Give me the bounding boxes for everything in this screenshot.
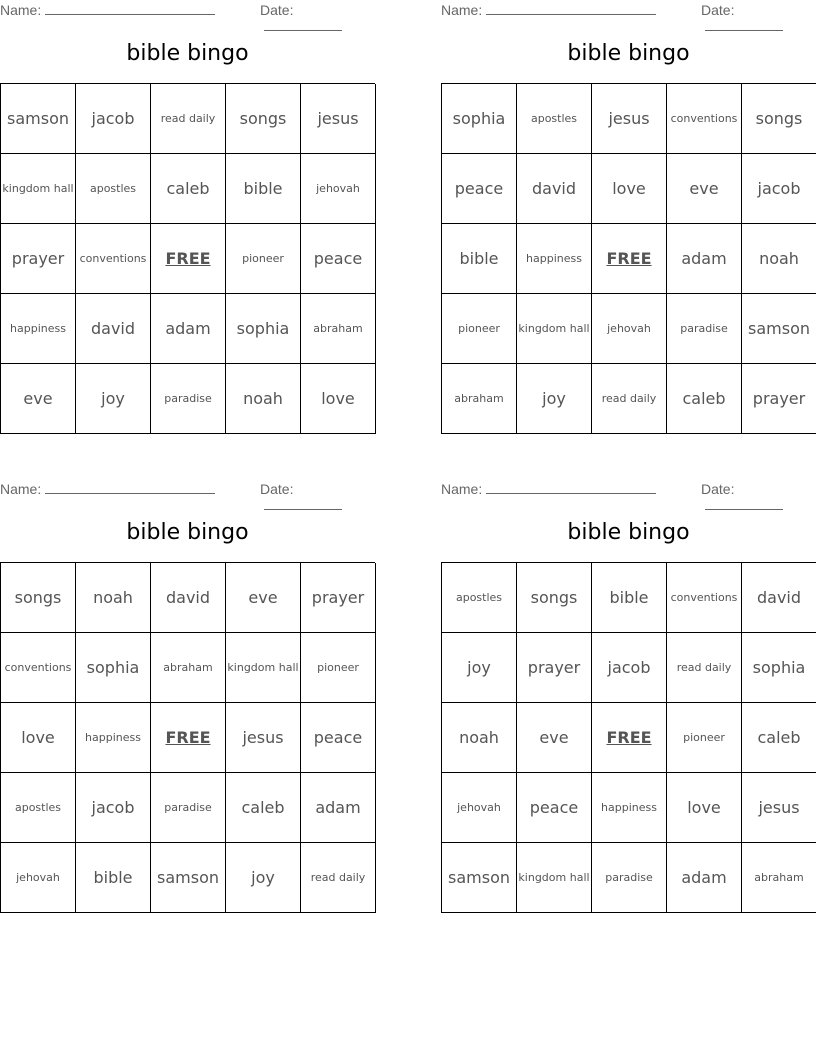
bingo-cell: read daily	[667, 633, 742, 703]
bingo-grid	[0, 562, 375, 913]
bingo-cell: kingdom hall	[226, 633, 301, 703]
card-title: bible bingo	[567, 520, 690, 545]
bingo-cell: joy	[442, 633, 517, 703]
bingo-cell: abraham	[301, 294, 376, 364]
bingo-cell: adam	[301, 773, 376, 843]
bingo-cell: david	[742, 563, 816, 633]
bingo-cell: jacob	[592, 633, 667, 703]
bingo-cell: songs	[226, 84, 301, 154]
bingo-grid	[441, 83, 816, 434]
bingo-cell: bible	[592, 563, 667, 633]
bingo-cell: love	[1, 703, 76, 773]
bingo-cell: kingdom hall	[517, 294, 592, 364]
date-field	[701, 481, 816, 513]
card-header-fields	[0, 2, 375, 20]
bingo-cell: sophia	[226, 294, 301, 364]
bingo-cell: joy	[76, 364, 151, 434]
bingo-cell: caleb	[226, 773, 301, 843]
bingo-cell: jesus	[301, 84, 376, 154]
bingo-cell: read daily	[151, 84, 226, 154]
bingo-cell: jacob	[742, 154, 816, 224]
name-field	[441, 481, 656, 497]
bingo-cell: conventions	[1, 633, 76, 703]
date-label: Date:	[260, 2, 294, 18]
bingo-cell: jehovah	[442, 773, 517, 843]
bingo-grid	[441, 562, 816, 913]
bingo-cell: caleb	[151, 154, 226, 224]
bingo-cell: conventions	[76, 224, 151, 294]
bingo-cell: samson	[442, 843, 517, 913]
bingo-card-3	[0, 479, 375, 913]
bingo-cell: samson	[1, 84, 76, 154]
bingo-cell: prayer	[517, 633, 592, 703]
bingo-cell: adam	[667, 843, 742, 913]
bingo-cell: jesus	[226, 703, 301, 773]
bingo-cell: joy	[226, 843, 301, 913]
bingo-cell: adam	[667, 224, 742, 294]
card-header-fields	[0, 481, 375, 499]
bingo-cell: kingdom hall	[1, 154, 76, 224]
name-label: Name:	[0, 2, 42, 18]
bingo-cell: apostles	[76, 154, 151, 224]
name-label: Name:	[441, 2, 483, 18]
bingo-cell: abraham	[742, 843, 816, 913]
bingo-cell: peace	[301, 224, 376, 294]
bingo-cell: paradise	[151, 773, 226, 843]
bingo-cell: noah	[226, 364, 301, 434]
name-blank-line	[486, 2, 656, 15]
bingo-cell: read daily	[301, 843, 376, 913]
card-header-fields	[441, 2, 816, 20]
bingo-cell: david	[76, 294, 151, 364]
bingo-cell: jehovah	[301, 154, 376, 224]
bingo-cell: peace	[301, 703, 376, 773]
bingo-cell: sophia	[76, 633, 151, 703]
bingo-cell: caleb	[667, 364, 742, 434]
name-field	[0, 481, 215, 497]
bingo-cell: love	[592, 154, 667, 224]
date-field	[260, 2, 375, 34]
free-space-cell: FREE	[592, 703, 667, 773]
bingo-cell: abraham	[442, 364, 517, 434]
date-label: Date:	[701, 2, 735, 18]
bingo-cell: happiness	[1, 294, 76, 364]
card-header-fields	[441, 481, 816, 499]
bingo-cell: david	[151, 563, 226, 633]
bingo-cell: caleb	[742, 703, 816, 773]
date-blank-line	[705, 18, 783, 31]
bingo-card-1	[0, 0, 375, 434]
name-blank-line	[45, 2, 215, 15]
card-title: bible bingo	[126, 41, 249, 66]
bingo-cell: jesus	[742, 773, 816, 843]
free-space-cell: FREE	[151, 224, 226, 294]
bingo-cell: paradise	[151, 364, 226, 434]
bingo-cell: eve	[517, 703, 592, 773]
bingo-cell: prayer	[301, 563, 376, 633]
bingo-cell: jehovah	[1, 843, 76, 913]
date-field	[701, 2, 816, 34]
bingo-cell: conventions	[667, 84, 742, 154]
date-label: Date:	[260, 481, 294, 497]
name-label: Name:	[0, 481, 42, 497]
bingo-cell: paradise	[592, 843, 667, 913]
bingo-cell: happiness	[517, 224, 592, 294]
bingo-cell: read daily	[592, 364, 667, 434]
bingo-cell: songs	[742, 84, 816, 154]
bingo-cell: kingdom hall	[517, 843, 592, 913]
bingo-cell: david	[517, 154, 592, 224]
free-space-cell: FREE	[151, 703, 226, 773]
name-field	[441, 2, 656, 18]
bingo-cell: eve	[226, 563, 301, 633]
bingo-cell: bible	[226, 154, 301, 224]
card-title: bible bingo	[567, 41, 690, 66]
date-label: Date:	[701, 481, 735, 497]
bingo-cell: peace	[442, 154, 517, 224]
name-label: Name:	[441, 481, 483, 497]
bingo-cell: jehovah	[592, 294, 667, 364]
bingo-cell: jesus	[592, 84, 667, 154]
name-blank-line	[486, 481, 656, 494]
bingo-card-2	[441, 0, 816, 434]
bingo-cell: noah	[742, 224, 816, 294]
bingo-cell: joy	[517, 364, 592, 434]
bingo-cell: jacob	[76, 773, 151, 843]
card-title: bible bingo	[126, 520, 249, 545]
bingo-cell: bible	[76, 843, 151, 913]
bingo-cell: pioneer	[667, 703, 742, 773]
bingo-cell: apostles	[442, 563, 517, 633]
bingo-cell: pioneer	[442, 294, 517, 364]
date-blank-line	[264, 497, 342, 510]
bingo-cell: pioneer	[301, 633, 376, 703]
bingo-cell: love	[301, 364, 376, 434]
bingo-cell: apostles	[1, 773, 76, 843]
bingo-cell: prayer	[1, 224, 76, 294]
date-field	[260, 481, 375, 513]
bingo-grid	[0, 83, 375, 434]
date-blank-line	[705, 497, 783, 510]
bingo-cell: prayer	[742, 364, 816, 434]
bingo-cell: sophia	[442, 84, 517, 154]
bingo-cell: sophia	[742, 633, 816, 703]
bingo-cell: samson	[742, 294, 816, 364]
free-space-cell: FREE	[592, 224, 667, 294]
name-blank-line	[45, 481, 215, 494]
bingo-cell: peace	[517, 773, 592, 843]
bingo-cell: pioneer	[226, 224, 301, 294]
name-field	[0, 2, 215, 18]
bingo-cell: happiness	[592, 773, 667, 843]
bingo-cell: adam	[151, 294, 226, 364]
bingo-cell: conventions	[667, 563, 742, 633]
bingo-cell: noah	[76, 563, 151, 633]
bingo-cell: happiness	[76, 703, 151, 773]
bingo-cell: songs	[1, 563, 76, 633]
bingo-cell: bible	[442, 224, 517, 294]
date-blank-line	[264, 18, 342, 31]
bingo-cell: samson	[151, 843, 226, 913]
bingo-cell: eve	[667, 154, 742, 224]
bingo-cell: abraham	[151, 633, 226, 703]
bingo-cell: jacob	[76, 84, 151, 154]
bingo-cell: apostles	[517, 84, 592, 154]
bingo-cell: noah	[442, 703, 517, 773]
bingo-cell: love	[667, 773, 742, 843]
bingo-cell: paradise	[667, 294, 742, 364]
bingo-card-4	[441, 479, 816, 913]
bingo-cell: songs	[517, 563, 592, 633]
bingo-cell: eve	[1, 364, 76, 434]
